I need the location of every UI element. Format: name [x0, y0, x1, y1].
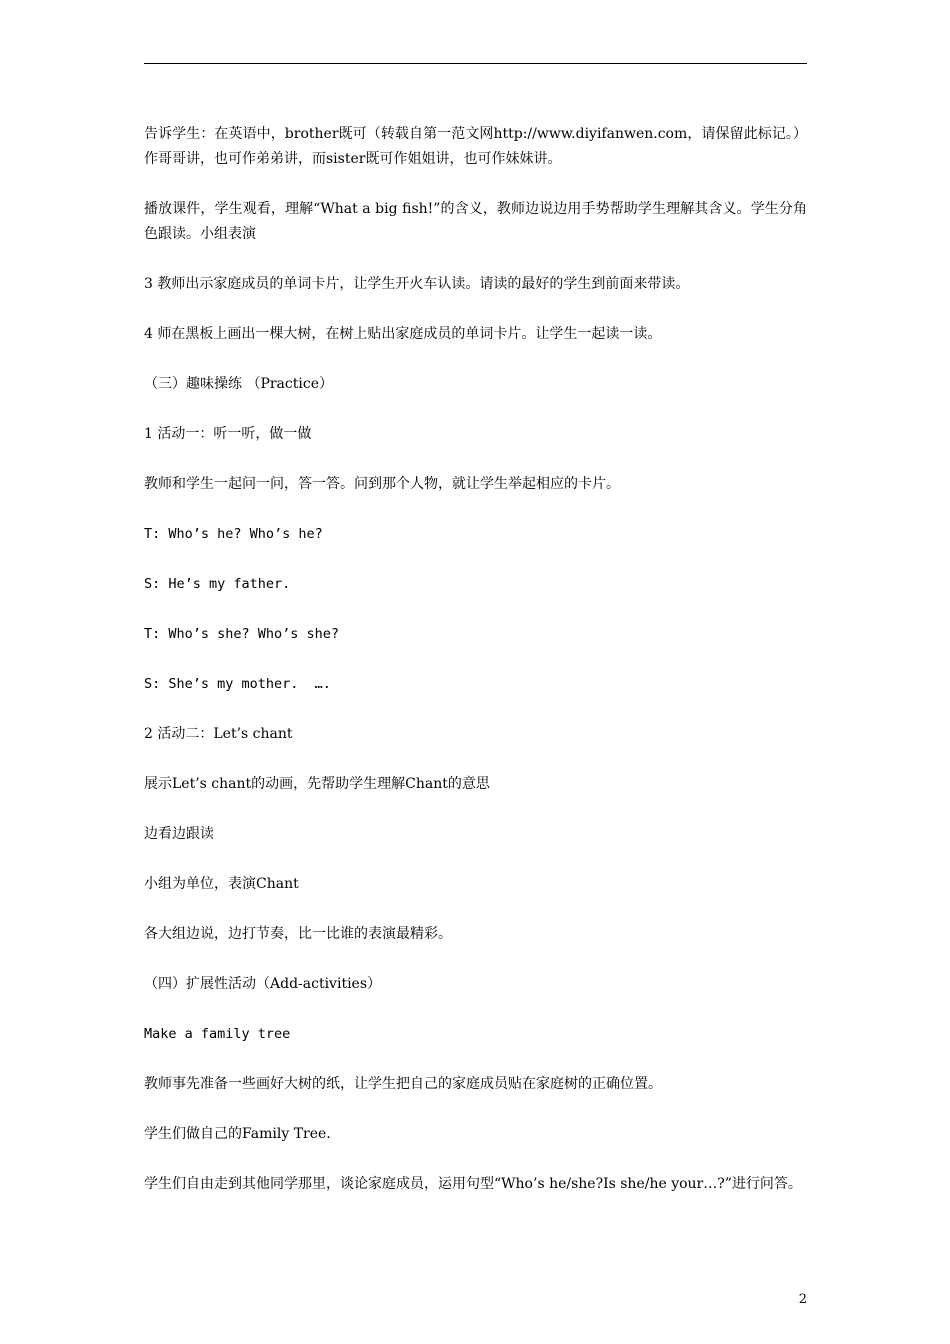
header-rule: [144, 63, 807, 64]
dialogue-line: T: Who’s he? Who’s he?: [144, 526, 323, 542]
section-heading-practice: （三）趣味操练 （Practice）: [144, 376, 333, 392]
paragraph-brother-sister: 告诉学生：在英语中，brother既可（转载自第一范文网http://www.diyifanwen.com，请保留此标记。）作哥哥讲，也可作弟弟讲，而sister既可作姐姐讲，也可作妹妹讲。: [144, 126, 807, 167]
chant-step: 展示Let’s chant的动画，先帮助学生理解Chant的意思: [144, 776, 490, 792]
activity-1-description: 教师和学生一起问一问，答一答。问到那个人物，就让学生举起相应的卡片。: [144, 476, 620, 492]
document-body: [144, 122, 807, 1222]
page-number: 2: [798, 1292, 807, 1307]
dialogue-line: T: Who’s she? Who’s she?: [144, 626, 340, 642]
activity-1-heading: 1 活动一：听一听，做一做: [144, 426, 312, 442]
section-heading-add-activities: （四）扩展性活动（Add-activities）: [144, 976, 382, 992]
family-tree-title: Make a family tree: [144, 1026, 291, 1042]
paragraph-big-fish: 播放课件，学生观看，理解“What a big fish!”的含义，教师边说边用手势帮助学生理解其含义。学生分角色跟读。小组表演: [144, 201, 807, 242]
activity-2-heading: 2 活动二：Let’s chant: [144, 726, 293, 742]
family-tree-step: 学生们自由走到其他同学那里，谈论家庭成员，运用句型“Who’s he/she?Is she/he your…?”进行问答。: [144, 1176, 802, 1192]
dialogue-line: S: He’s my father.: [144, 576, 291, 592]
family-tree-step: 学生们做自己的Family Tree.: [144, 1126, 331, 1142]
chant-step: 各大组边说，边打节奏，比一比谁的表演最精彩。: [144, 926, 452, 942]
chant-step: 小组为单位，表演Chant: [144, 876, 299, 892]
paragraph-step-4: 4 师在黑板上画出一棵大树，在树上贴出家庭成员的单词卡片。让学生一起读一读。: [144, 326, 662, 342]
family-tree-step: 教师事先准备一些画好大树的纸，让学生把自己的家庭成员贴在家庭树的正确位置。: [144, 1076, 662, 1092]
chant-step: 边看边跟读: [144, 826, 214, 842]
dialogue-line: S: She’s my mother. ….: [144, 676, 331, 692]
paragraph-step-3: 3 教师出示家庭成员的单词卡片，让学生开火车认读。请读的最好的学生到前面来带读。: [144, 276, 690, 292]
